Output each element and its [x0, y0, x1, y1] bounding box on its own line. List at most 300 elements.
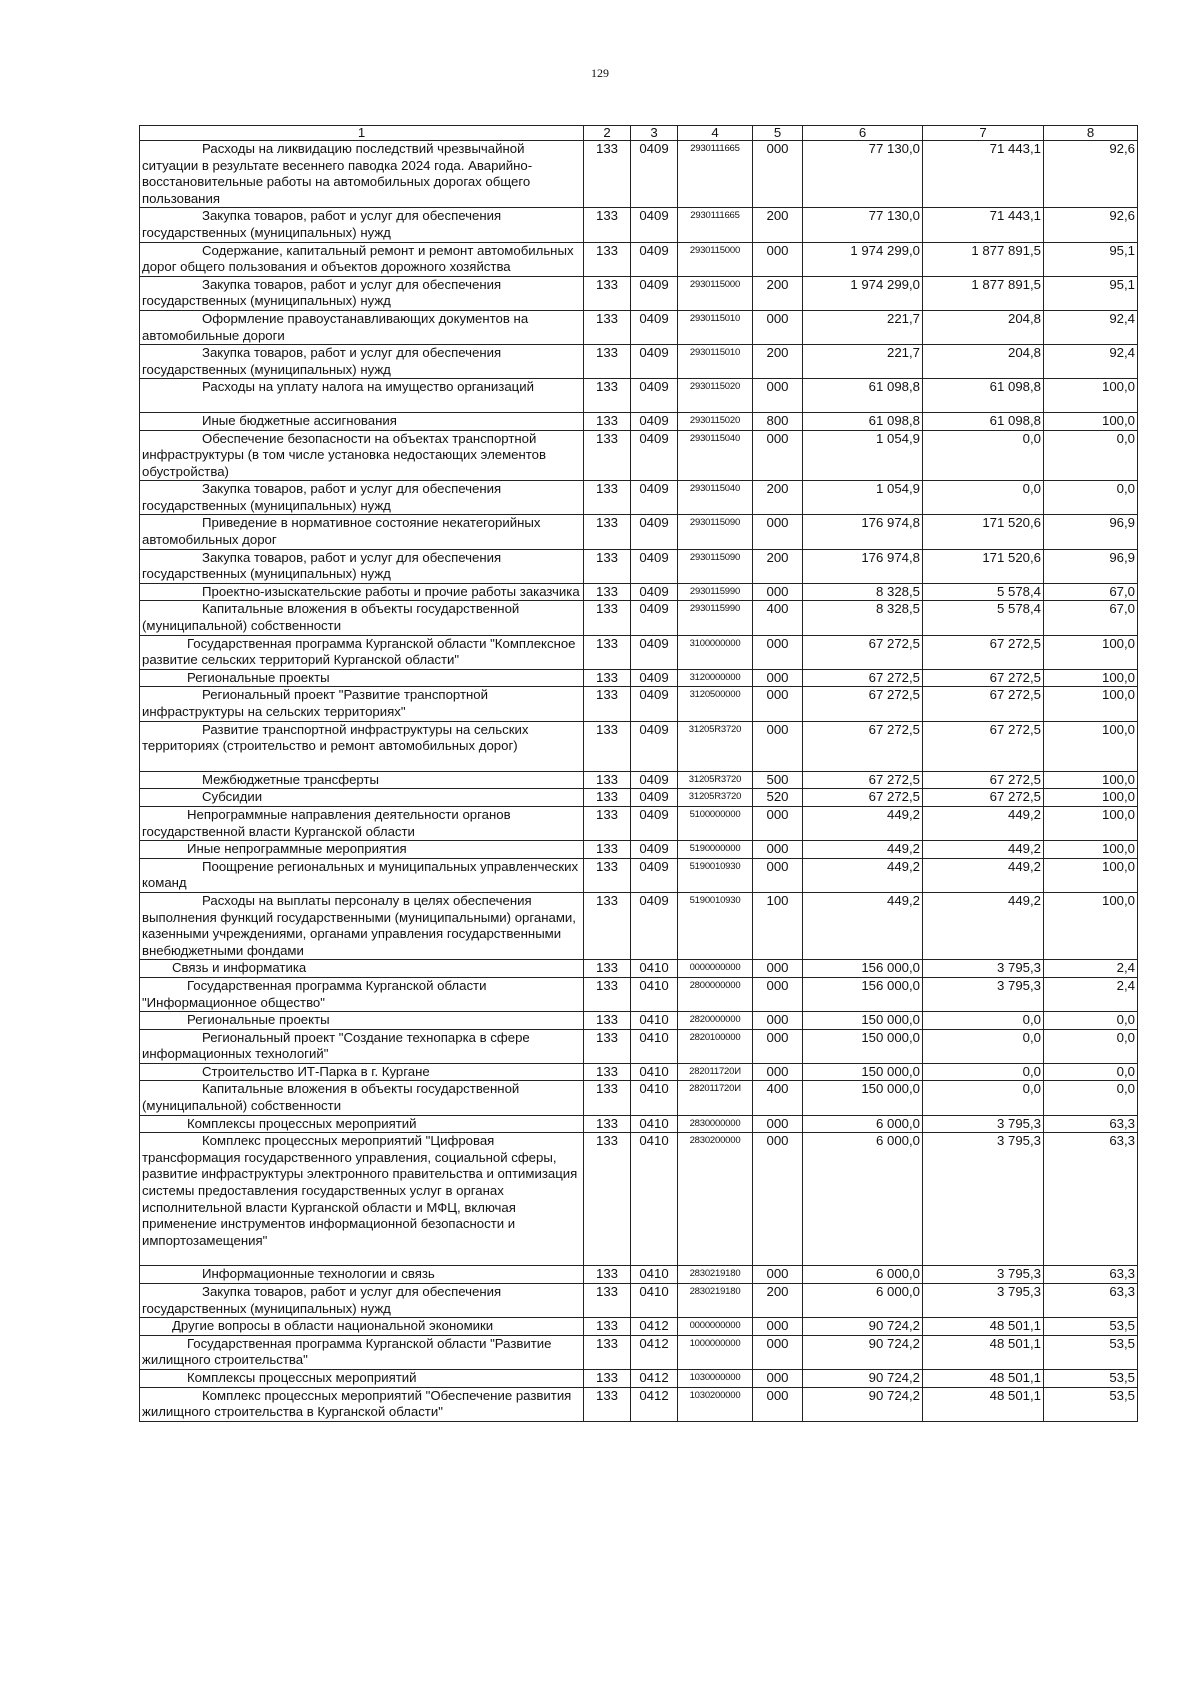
percent-cell: 63,3: [1044, 1133, 1138, 1266]
target-code-cell: 2830000000: [678, 1115, 753, 1133]
description-cell: [140, 841, 584, 859]
description-cell: [140, 549, 584, 583]
description-cell: [140, 960, 584, 978]
description-text: Поощрение региональных и муниципальных управленческих команд: [142, 858, 579, 891]
actual-amount-cell: 67 272,5: [923, 789, 1044, 807]
table-row: [140, 345, 1138, 379]
ministry-code-cell: 133: [584, 379, 631, 413]
percent-cell: 2,4: [1044, 977, 1138, 1011]
section-code-cell: 0409: [631, 141, 678, 208]
ministry-code-cell: 133: [584, 771, 631, 789]
expense-type-cell: 000: [753, 1012, 803, 1030]
table-row: [140, 141, 1138, 208]
section-code-cell: 0410: [631, 1081, 678, 1115]
table-row: [140, 687, 1138, 721]
expense-type-cell: 500: [753, 771, 803, 789]
percent-cell: 100,0: [1044, 771, 1138, 789]
expense-type-cell: 400: [753, 1081, 803, 1115]
description-text: Закупка товаров, работ и услуг для обеспечения государственных (муниципальных) нужд: [142, 208, 502, 240]
expense-type-cell: 000: [753, 1318, 803, 1336]
actual-amount-cell: 67 272,5: [923, 771, 1044, 789]
description-cell: [140, 310, 584, 344]
description-text: Закупка товаров, работ и услуг для обеспечения государственных (муниципальных) нужд: [142, 276, 502, 309]
target-code-cell: 2930111665: [678, 141, 753, 208]
description-text: Обеспечение безопасности на объектах транспортной инфраструктуры (в том числе установка недостающих элементов обустройства): [142, 430, 547, 479]
section-code-cell: 0409: [631, 412, 678, 430]
section-code-cell: 0409: [631, 771, 678, 789]
target-code-cell: 1030000000: [678, 1369, 753, 1387]
description-text: Расходы на выплаты персоналу в целях обеспечения выполнения функций государственными (муниципальными) органами, казенными учреждениями, органами управления государственными внебюджетными фондами: [142, 892, 576, 958]
expense-type-cell: 200: [753, 481, 803, 515]
section-code-cell: 0410: [631, 1266, 678, 1284]
expense-type-cell: 000: [753, 583, 803, 601]
expense-type-cell: 000: [753, 1133, 803, 1266]
percent-cell: 0,0: [1044, 430, 1138, 481]
ministry-code-cell: 133: [584, 806, 631, 840]
description-cell: [140, 430, 584, 481]
table-row: [140, 515, 1138, 549]
target-code-cell: 282011720И: [678, 1081, 753, 1115]
section-code-cell: 0409: [631, 635, 678, 669]
actual-amount-cell: 3 795,3: [923, 1115, 1044, 1133]
target-code-cell: 5100000000: [678, 806, 753, 840]
planned-amount-cell: 150 000,0: [803, 1012, 923, 1030]
planned-amount-cell: 1 974 299,0: [803, 242, 923, 276]
description-text: Региональный проект "Развитие транспортной инфраструктуры на сельских территориях": [142, 687, 488, 719]
table-row: [140, 430, 1138, 481]
description-text: Капитальные вложения в объекты государственной (муниципальной) собственности: [142, 601, 520, 634]
section-code-cell: 0409: [631, 583, 678, 601]
target-code-cell: 2930115990: [678, 601, 753, 635]
column-header: 3: [631, 126, 678, 141]
target-code-cell: 3120500000: [678, 687, 753, 721]
target-code-cell: 2930115020: [678, 379, 753, 413]
expense-type-cell: 000: [753, 1387, 803, 1421]
target-code-cell: 2930115020: [678, 412, 753, 430]
ministry-code-cell: 133: [584, 841, 631, 859]
description-cell: [140, 208, 584, 242]
description-text: Закупка товаров, работ и услуг для обеспечения государственных (муниципальных) нужд: [142, 345, 502, 377]
expense-type-cell: 000: [753, 977, 803, 1011]
ministry-code-cell: 133: [584, 430, 631, 481]
ministry-code-cell: 133: [584, 789, 631, 807]
ministry-code-cell: 133: [584, 1387, 631, 1421]
planned-amount-cell: 77 130,0: [803, 208, 923, 242]
description-text: Расходы на ликвидацию последствий чрезвычайной ситуации в результате весеннего паводка 2024 года. Аварийно-восстановительные работы на автомобильных дорогах общего пользования: [142, 141, 533, 206]
section-code-cell: 0410: [631, 1284, 678, 1318]
percent-cell: 92,6: [1044, 208, 1138, 242]
table-row: [140, 1387, 1138, 1421]
actual-amount-cell: 449,2: [923, 806, 1044, 840]
table-row: [140, 276, 1138, 310]
table-row: [140, 806, 1138, 840]
target-code-cell: 2820000000: [678, 1012, 753, 1030]
target-code-cell: 2930115040: [678, 430, 753, 481]
header-row: [140, 126, 1138, 141]
planned-amount-cell: 449,2: [803, 806, 923, 840]
ministry-code-cell: 133: [584, 141, 631, 208]
table-row: [140, 412, 1138, 430]
expense-type-cell: 000: [753, 1029, 803, 1063]
planned-amount-cell: 176 974,8: [803, 549, 923, 583]
description-text: Закупка товаров, работ и услуг для обеспечения государственных (муниципальных) нужд: [142, 481, 502, 513]
description-text: Государственная программа Курганской области "Комплексное развитие сельских территорий Курганской области": [142, 635, 576, 668]
planned-amount-cell: 90 724,2: [803, 1369, 923, 1387]
percent-cell: 2,4: [1044, 960, 1138, 978]
percent-cell: 67,0: [1044, 601, 1138, 635]
percent-cell: 63,3: [1044, 1115, 1138, 1133]
percent-cell: 0,0: [1044, 1029, 1138, 1063]
description-cell: [140, 1063, 584, 1081]
target-code-cell: 2830200000: [678, 1133, 753, 1266]
description-cell: [140, 1012, 584, 1030]
ministry-code-cell: 133: [584, 1081, 631, 1115]
section-code-cell: 0409: [631, 549, 678, 583]
description-cell: [140, 1369, 584, 1387]
table-row: [140, 1266, 1138, 1284]
target-code-cell: 2830219180: [678, 1284, 753, 1318]
planned-amount-cell: 6 000,0: [803, 1284, 923, 1318]
target-code-cell: 5190000000: [678, 841, 753, 859]
ministry-code-cell: 133: [584, 1369, 631, 1387]
description-text: Приведение в нормативное состояние некатегорийных автомобильных дорог: [142, 515, 541, 548]
ministry-code-cell: 133: [584, 858, 631, 892]
actual-amount-cell: 449,2: [923, 858, 1044, 892]
description-cell: [140, 242, 584, 276]
description-cell: [140, 1115, 584, 1133]
percent-cell: 95,1: [1044, 276, 1138, 310]
ministry-code-cell: 133: [584, 412, 631, 430]
description-text: Непрограммные направления деятельности органов государственной власти Курганской области: [142, 806, 511, 839]
actual-amount-cell: 171 520,6: [923, 515, 1044, 549]
target-code-cell: 3100000000: [678, 635, 753, 669]
table-row: [140, 549, 1138, 583]
description-cell: [140, 379, 584, 413]
table-row: [140, 1335, 1138, 1369]
actual-amount-cell: 67 272,5: [923, 687, 1044, 721]
table-row: [140, 892, 1138, 959]
percent-cell: 100,0: [1044, 687, 1138, 721]
planned-amount-cell: 8 328,5: [803, 583, 923, 601]
table-row: [140, 1284, 1138, 1318]
description-cell: [140, 1318, 584, 1336]
expense-type-cell: 100: [753, 892, 803, 959]
section-code-cell: 0410: [631, 1029, 678, 1063]
description-text: Иные бюджетные ассигнования: [202, 412, 397, 428]
table-row: [140, 841, 1138, 859]
ministry-code-cell: 133: [584, 549, 631, 583]
percent-cell: 53,5: [1044, 1387, 1138, 1421]
column-header: 2: [584, 126, 631, 141]
actual-amount-cell: 449,2: [923, 841, 1044, 859]
ministry-code-cell: 133: [584, 276, 631, 310]
planned-amount-cell: 90 724,2: [803, 1335, 923, 1369]
percent-cell: 100,0: [1044, 635, 1138, 669]
planned-amount-cell: 150 000,0: [803, 1081, 923, 1115]
description-cell: [140, 1266, 584, 1284]
actual-amount-cell: 171 520,6: [923, 549, 1044, 583]
actual-amount-cell: 61 098,8: [923, 412, 1044, 430]
section-code-cell: 0409: [631, 858, 678, 892]
section-code-cell: 0409: [631, 242, 678, 276]
target-code-cell: 2930115010: [678, 345, 753, 379]
description-text: Капитальные вложения в объекты государственной (муниципальной) собственности: [142, 1081, 520, 1114]
description-cell: [140, 1029, 584, 1063]
section-code-cell: 0409: [631, 601, 678, 635]
actual-amount-cell: 0,0: [923, 1012, 1044, 1030]
description-cell: [140, 481, 584, 515]
percent-cell: 63,3: [1044, 1284, 1138, 1318]
expense-type-cell: 200: [753, 208, 803, 242]
section-code-cell: 0409: [631, 379, 678, 413]
percent-cell: 53,5: [1044, 1335, 1138, 1369]
actual-amount-cell: 0,0: [923, 481, 1044, 515]
section-code-cell: 0409: [631, 481, 678, 515]
description-text: Связь и информатика: [172, 960, 307, 976]
page-number: 129: [591, 66, 609, 80]
actual-amount-cell: 3 795,3: [923, 977, 1044, 1011]
section-code-cell: 0409: [631, 669, 678, 687]
percent-cell: 53,5: [1044, 1369, 1138, 1387]
target-code-cell: 5190010930: [678, 858, 753, 892]
description-text: Оформление правоустанавливающих документов на автомобильные дороги: [142, 310, 529, 343]
description-cell: [140, 141, 584, 208]
expense-type-cell: 000: [753, 669, 803, 687]
target-code-cell: 0000000000: [678, 960, 753, 978]
table-row: [140, 771, 1138, 789]
planned-amount-cell: 150 000,0: [803, 1029, 923, 1063]
section-code-cell: 0410: [631, 960, 678, 978]
section-code-cell: 0409: [631, 430, 678, 481]
description-text: Строительство ИТ-Парка в г. Кургане: [202, 1063, 430, 1079]
description-cell: [140, 1081, 584, 1115]
expense-type-cell: 200: [753, 276, 803, 310]
description-cell: [140, 601, 584, 635]
table-row: [140, 1063, 1138, 1081]
description-cell: [140, 1133, 584, 1266]
percent-cell: 96,9: [1044, 515, 1138, 549]
actual-amount-cell: 449,2: [923, 892, 1044, 959]
description-text: Информационные технологии и связь: [202, 1266, 435, 1282]
percent-cell: 100,0: [1044, 858, 1138, 892]
budget-table: [139, 125, 1138, 1422]
ministry-code-cell: 133: [584, 635, 631, 669]
section-code-cell: 0410: [631, 1133, 678, 1266]
section-code-cell: 0412: [631, 1387, 678, 1421]
percent-cell: 100,0: [1044, 789, 1138, 807]
planned-amount-cell: 221,7: [803, 310, 923, 344]
section-code-cell: 0410: [631, 977, 678, 1011]
actual-amount-cell: 1 877 891,5: [923, 242, 1044, 276]
ministry-code-cell: 133: [584, 1115, 631, 1133]
description-text: Субсидии: [202, 789, 263, 805]
target-code-cell: 3120000000: [678, 669, 753, 687]
planned-amount-cell: 6 000,0: [803, 1115, 923, 1133]
expense-type-cell: 000: [753, 430, 803, 481]
table-row: [140, 601, 1138, 635]
section-code-cell: 0410: [631, 1115, 678, 1133]
table-row: [140, 1318, 1138, 1336]
ministry-code-cell: 133: [584, 345, 631, 379]
section-code-cell: 0409: [631, 687, 678, 721]
column-header: 5: [753, 126, 803, 141]
section-code-cell: 0409: [631, 892, 678, 959]
section-code-cell: 0412: [631, 1369, 678, 1387]
ministry-code-cell: 133: [584, 1318, 631, 1336]
target-code-cell: 2930115090: [678, 515, 753, 549]
table-row: [140, 379, 1138, 413]
percent-cell: 0,0: [1044, 481, 1138, 515]
target-code-cell: 2930115990: [678, 583, 753, 601]
expense-type-cell: 400: [753, 601, 803, 635]
ministry-code-cell: 133: [584, 669, 631, 687]
section-code-cell: 0409: [631, 806, 678, 840]
column-header: 1: [140, 126, 584, 141]
ministry-code-cell: 133: [584, 687, 631, 721]
percent-cell: 53,5: [1044, 1318, 1138, 1336]
actual-amount-cell: 0,0: [923, 1063, 1044, 1081]
ministry-code-cell: 133: [584, 1012, 631, 1030]
description-cell: [140, 1335, 584, 1369]
description-text: Развитие транспортной инфраструктуры на сельских территориях (строительство и ремонт автомобильных дорог): [142, 721, 529, 754]
planned-amount-cell: 61 098,8: [803, 412, 923, 430]
section-code-cell: 0409: [631, 721, 678, 771]
actual-amount-cell: 61 098,8: [923, 379, 1044, 413]
description-text: Содержание, капитальный ремонт и ремонт автомобильных дорог общего пользования и объектов дорожного хозяйства: [142, 242, 574, 275]
percent-cell: 92,4: [1044, 345, 1138, 379]
description-cell: [140, 977, 584, 1011]
target-code-cell: 282011720И: [678, 1063, 753, 1081]
description-cell: [140, 635, 584, 669]
ministry-code-cell: 133: [584, 601, 631, 635]
expense-type-cell: 000: [753, 721, 803, 771]
ministry-code-cell: 133: [584, 242, 631, 276]
percent-cell: 92,4: [1044, 310, 1138, 344]
percent-cell: 100,0: [1044, 669, 1138, 687]
expense-type-cell: 000: [753, 635, 803, 669]
table-row: [140, 1012, 1138, 1030]
expense-type-cell: 000: [753, 1063, 803, 1081]
ministry-code-cell: 133: [584, 481, 631, 515]
description-cell: [140, 721, 584, 771]
expense-type-cell: 000: [753, 515, 803, 549]
expense-type-cell: 000: [753, 1266, 803, 1284]
table-row: [140, 208, 1138, 242]
description-text: Другие вопросы в области национальной экономики: [172, 1318, 494, 1334]
description-cell: [140, 515, 584, 549]
target-code-cell: 2930115000: [678, 242, 753, 276]
ministry-code-cell: 133: [584, 1029, 631, 1063]
section-code-cell: 0409: [631, 515, 678, 549]
planned-amount-cell: 6 000,0: [803, 1133, 923, 1266]
actual-amount-cell: 5 578,4: [923, 583, 1044, 601]
description-cell: [140, 687, 584, 721]
planned-amount-cell: 1 054,9: [803, 481, 923, 515]
ministry-code-cell: 133: [584, 1266, 631, 1284]
percent-cell: 0,0: [1044, 1012, 1138, 1030]
expense-type-cell: 000: [753, 379, 803, 413]
description-text: Закупка товаров, работ и услуг для обеспечения государственных (муниципальных) нужд: [142, 549, 502, 582]
actual-amount-cell: 48 501,1: [923, 1369, 1044, 1387]
percent-cell: 100,0: [1044, 892, 1138, 959]
percent-cell: 100,0: [1044, 412, 1138, 430]
section-code-cell: 0409: [631, 276, 678, 310]
percent-cell: 100,0: [1044, 806, 1138, 840]
table-row: [140, 1029, 1138, 1063]
percent-cell: 100,0: [1044, 721, 1138, 771]
planned-amount-cell: 90 724,2: [803, 1318, 923, 1336]
description-cell: [140, 771, 584, 789]
section-code-cell: 0410: [631, 1012, 678, 1030]
table-row: [140, 721, 1138, 771]
section-code-cell: 0409: [631, 789, 678, 807]
column-header: 6: [803, 126, 923, 141]
percent-cell: 95,1: [1044, 242, 1138, 276]
actual-amount-cell: 67 272,5: [923, 721, 1044, 771]
ministry-code-cell: 133: [584, 583, 631, 601]
column-header: 8: [1044, 126, 1138, 141]
target-code-cell: 2930115090: [678, 549, 753, 583]
description-text: Проектно-изыскательские работы и прочие работы заказчика: [202, 583, 580, 599]
percent-cell: 100,0: [1044, 841, 1138, 859]
ministry-code-cell: 133: [584, 1063, 631, 1081]
target-code-cell: 5190010930: [678, 892, 753, 959]
table-row: [140, 583, 1138, 601]
ministry-code-cell: 133: [584, 960, 631, 978]
expense-type-cell: 200: [753, 549, 803, 583]
table-row: [140, 858, 1138, 892]
actual-amount-cell: 67 272,5: [923, 669, 1044, 687]
actual-amount-cell: 0,0: [923, 1029, 1044, 1063]
planned-amount-cell: 1 974 299,0: [803, 276, 923, 310]
expense-type-cell: 000: [753, 1115, 803, 1133]
target-code-cell: 2800000000: [678, 977, 753, 1011]
planned-amount-cell: 67 272,5: [803, 721, 923, 771]
actual-amount-cell: 3 795,3: [923, 960, 1044, 978]
ministry-code-cell: 133: [584, 977, 631, 1011]
expense-type-cell: 000: [753, 141, 803, 208]
actual-amount-cell: 48 501,1: [923, 1335, 1044, 1369]
actual-amount-cell: 0,0: [923, 1081, 1044, 1115]
table-row: [140, 977, 1138, 1011]
actual-amount-cell: 3 795,3: [923, 1284, 1044, 1318]
planned-amount-cell: 8 328,5: [803, 601, 923, 635]
target-code-cell: 31205R3720: [678, 721, 753, 771]
target-code-cell: 1030200000: [678, 1387, 753, 1421]
description-cell: [140, 345, 584, 379]
table-row: [140, 1369, 1138, 1387]
expense-type-cell: 000: [753, 687, 803, 721]
description-cell: [140, 1387, 584, 1421]
ministry-code-cell: 133: [584, 515, 631, 549]
actual-amount-cell: 204,8: [923, 310, 1044, 344]
description-text: Закупка товаров, работ и услуг для обеспечения государственных (муниципальных) нужд: [142, 1284, 502, 1316]
target-code-cell: 31205R3720: [678, 789, 753, 807]
planned-amount-cell: 67 272,5: [803, 669, 923, 687]
planned-amount-cell: 156 000,0: [803, 977, 923, 1011]
actual-amount-cell: 67 272,5: [923, 635, 1044, 669]
planned-amount-cell: 1 054,9: [803, 430, 923, 481]
target-code-cell: 2930115040: [678, 481, 753, 515]
table-row: [140, 310, 1138, 344]
expense-type-cell: 000: [753, 806, 803, 840]
ministry-code-cell: 133: [584, 721, 631, 771]
description-text: Комплекс процессных мероприятий "Обеспечение развития жилищного строительства в Курганской области": [142, 1387, 572, 1420]
expense-type-cell: 520: [753, 789, 803, 807]
description-text: Государственная программа Курганской области "Развитие жилищного строительства": [142, 1335, 552, 1368]
description-cell: [140, 892, 584, 959]
planned-amount-cell: 67 272,5: [803, 635, 923, 669]
